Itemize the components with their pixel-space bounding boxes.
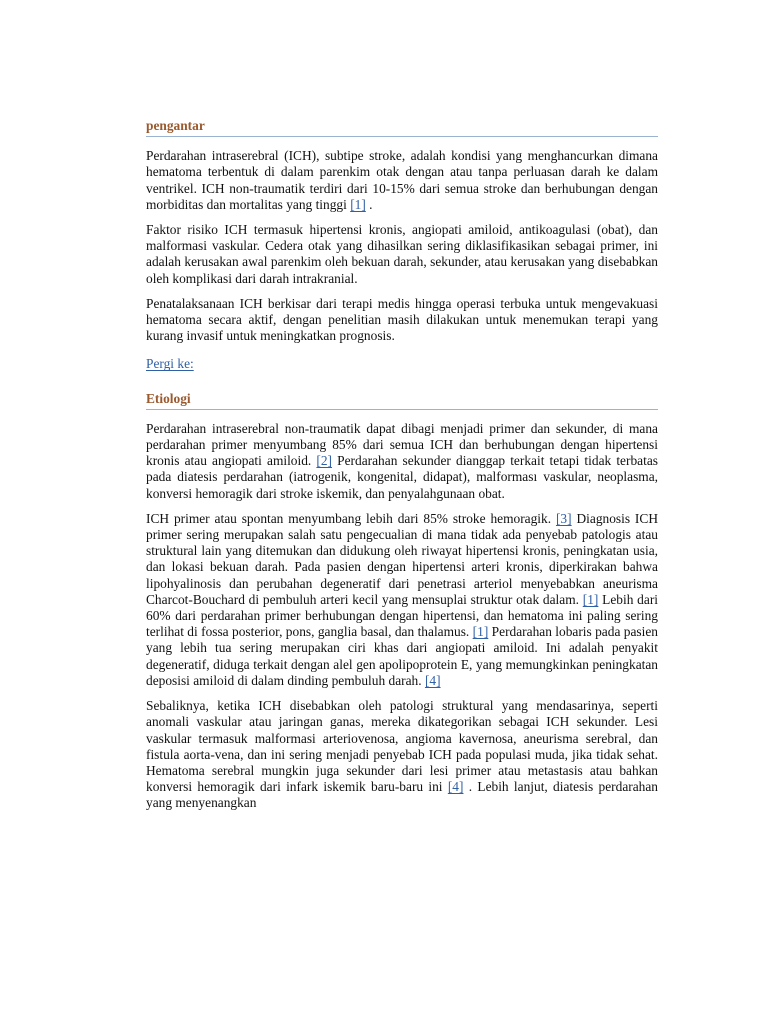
etiology-paragraph-2 <box>146 511 658 689</box>
citation-link-1[interactable]: [1] <box>472 624 489 640</box>
citation-link-4[interactable]: [4] <box>447 779 464 795</box>
citation-link-3[interactable]: [3] <box>555 510 572 526</box>
etiology-p3-b: . Lebih lanjut, diatesis perdarahan yang menyenangkan <box>146 779 658 811</box>
etiology-p2-d: Perdarahan lobaris pada pasien yang lebih tua sering merupakan ciri khas dari angiopati amiloid. Ini adalah penyakit degeneratif, diduga terkait dengan alel gen apolipoprotein E, yang memungkinkan peningkatan deposisi amiloid di dalam dinding pembuluh darah. <box>146 624 658 688</box>
intro-p1-tail: . <box>365 196 373 212</box>
intro-paragraph-2: Faktor risiko ICH termasuk hipertensi kronis, angiopati amiloid, antikoagulasi (obat), dan malformasi vaskular. Cedera otak yang dihasilkan sering diklasifikasikan sebagai primer, ini adalah kerusakan awal parenkim oleh bekuan darah, sekunder, atau kerusakan yang disebabkan oleh komplikasi dari darah intrakranial. <box>146 222 658 286</box>
section-heading-intro: pengantar <box>146 118 658 137</box>
intro-paragraph-1 <box>146 148 658 213</box>
etiology-p1-tail: Perdarahan sekunder dianggap terkait tetapi tidak terbatas pada diatesis perdarahan (iatrogenik, kongenital, didapat), malforması vaskular, neoplasma, konversi hemoragik dari stroke iskemik, dan penyalahgunaan obat. <box>146 453 658 501</box>
citation-link-2[interactable]: [2] <box>316 453 333 469</box>
goto-container <box>146 356 658 372</box>
etiology-p2-c: Lebih dari 60% dari perdarahan primer berhubungan dengan hipertensi, dan hematoma ini paling sering terlihat di fossa posterior, pons, ganglia basal, dan thalamus. <box>146 591 658 640</box>
etiology-paragraph-3 <box>146 698 658 811</box>
etiology-p3-a: Sebaliknya, ketika ICH disebabkan oleh patologi struktural yang mendasarinya, seperti anomali vaskular atau jaringan ganas, mereka dikategorikan sebagai ICH sekunder. Lesi vaskular termasuk malformasi arteriovenosa, angioma kavernosa, aneurisma serebral, dan fistula aorta-vena, dan ini sering menjadi penyebab ICH pada populasi muda, jika tidak sehat. Hematoma serebral mungkin juga sekunder dari lesi primer atau metastasis atau bahkan konversi hemoragik dari infark iskemik baru-baru ini <box>146 698 658 795</box>
etiology-p2-b: Diagnosis ICH primer sering merupakan salah satu pengecualian di mana tidak ada penyebab patologis atau struktural lain yang ditemukan dan didukung oleh riwayat hipertensi kronis, peningkatan usia, dan lokasi bekuan darah. Pada pasien dengan hipertensi arteri kronis, diperkirakan bahwa lipohyalinosis dan perubahan degeneratif dari penetrasi arteriol menyebabkan aneurisma Charcot-Bouchard di pembuluh arteri kecil yang mensuplai struktur otak dalam. <box>146 510 658 607</box>
etiology-paragraph-1 <box>146 421 658 502</box>
etiology-p2-a: ICH primer atau spontan menyumbang lebih dari 85% stroke hemoragik. <box>146 510 556 526</box>
document-page <box>146 118 658 821</box>
etiology-p1-text: Perdarahan intraserebral non-traumatik dapat dibagi menjadi primer dan sekunder, di mana perdarahan primer menyumbang 85% dari semua ICH dan berhubungan dengan hipertensi kronis atau angiopati amiloid. <box>146 420 658 469</box>
section-heading-etiology: Etiologi <box>146 391 658 410</box>
citation-link-1[interactable]: [1] <box>582 591 599 607</box>
intro-paragraph-3: Penatalaksanaan ICH berkisar dari terapi medis hingga operasi terbuka untuk mengevakuasi hematoma secara aktif, dengan penelitian masih dilakukan untuk menemukan terapi yang kurang invasif untuk meningkatkan prognosis. <box>146 295 658 344</box>
citation-link-4[interactable]: [4] <box>424 672 441 688</box>
intro-p1-text: Perdarahan intraserebral (ICH), subtipe stroke, adalah kondisi yang menghancurkan dimana hematoma terbentuk di dalam parenkim otak dengan atau tanpa perluasan darah ke dalam ventrikel. ICH non-traumatik terdiri dari 10-15% dari semua stroke dan berhubungan dengan morbiditas dan mortalitas yang tinggi <box>146 148 658 212</box>
citation-link-1[interactable]: [1] <box>350 196 366 212</box>
goto-link[interactable]: Pergi ke: <box>146 356 194 372</box>
